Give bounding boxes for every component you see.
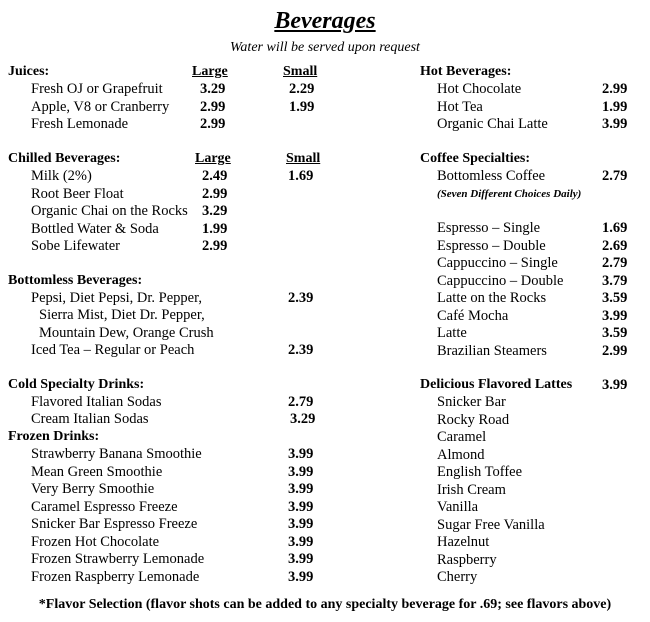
- coffee-item-name: Brazilian Steamers: [437, 342, 547, 359]
- hot-item-name: Organic Chai Latte: [437, 116, 548, 132]
- hot-item-name: Hot Chocolate: [437, 81, 522, 97]
- frozen-item-name: Snicker Bar Espresso Freeze: [31, 516, 198, 532]
- coffee-header: Coffee Specialties:: [420, 151, 531, 166]
- juices-col-small: Small: [283, 64, 318, 79]
- coffee-item-price: 3.79: [602, 272, 628, 289]
- cold-item-price: 2.79: [288, 394, 314, 410]
- lattes-header: Delicious Flavored Lattes: [420, 377, 573, 392]
- cold-item-price: 3.29: [290, 411, 316, 427]
- coffee-item-name: Latte on the Rocks: [437, 290, 547, 306]
- coffee-item-name: Cappuccino – Double: [437, 272, 564, 289]
- latte-flavor: Caramel: [437, 429, 487, 445]
- coffee-item-price: 3.59: [602, 290, 628, 306]
- juice-item-large-price: 2.99: [200, 116, 226, 132]
- coffee-item-name: Latte: [437, 325, 467, 341]
- frozen-item-price: 3.99: [288, 463, 314, 480]
- coffee-item-name: Espresso – Single: [437, 220, 541, 236]
- bottomless-line-2: Sierra Mist, Diet Dr. Pepper,: [39, 307, 205, 323]
- footer-note: *Flavor Selection (flavor shots can be added to any specialty beverage for .69; see flavors above): [38, 597, 612, 612]
- hot-item-price: 3.99: [602, 116, 628, 132]
- frozen-item-price: 3.99: [288, 551, 314, 567]
- juice-item-large-price: 3.29: [200, 81, 226, 97]
- coffee-item-price: 2.99: [602, 342, 628, 359]
- chilled-item-name: Milk (2%): [31, 168, 92, 184]
- frozen-item-price: 3.99: [288, 516, 314, 532]
- chilled-item-large-price: 2.49: [202, 168, 228, 184]
- chilled-item-large-price: 3.29: [202, 203, 228, 219]
- hot-item-name: Hot Tea: [437, 98, 483, 115]
- latte-flavor: Almond: [437, 446, 485, 463]
- latte-flavor: Snicker Bar: [437, 394, 506, 410]
- juice-item-name: Apple, V8 or Cranberry: [31, 98, 170, 115]
- frozen-item-name: Frozen Strawberry Lemonade: [31, 551, 205, 567]
- frozen-item-name: Frozen Raspberry Lemonade: [31, 568, 200, 585]
- frozen-item-name: Mean Green Smoothie: [31, 463, 163, 480]
- coffee-item-price: 1.69: [602, 220, 628, 236]
- frozen-item-price: 3.99: [288, 568, 314, 585]
- juice-item-name: Fresh OJ or Grapefruit: [31, 81, 163, 97]
- frozen-item-name: Very Berry Smoothie: [31, 481, 155, 497]
- juice-item-small-price: 1.99: [289, 98, 315, 115]
- chilled-item-name: Bottled Water & Soda: [31, 220, 159, 237]
- juice-item-small-price: 2.29: [289, 81, 315, 97]
- juice-item-name: Fresh Lemonade: [31, 116, 129, 132]
- latte-flavor: Sugar Free Vanilla: [437, 516, 545, 533]
- cold-header: Cold Specialty Drinks:: [8, 377, 145, 392]
- latte-flavor: Vanilla: [437, 499, 479, 515]
- bottomless-line-3: Mountain Dew, Orange Crush: [39, 325, 214, 341]
- juices-header: Juices:: [8, 64, 50, 79]
- chilled-item-small-price: 1.69: [288, 168, 314, 184]
- latte-flavor: Irish Cream: [437, 481, 506, 498]
- bottomless-header: Bottomless Beverages:: [8, 273, 143, 288]
- latte-flavor: Hazelnut: [437, 534, 490, 550]
- frozen-item-price: 3.99: [288, 498, 314, 515]
- coffee-item-price: 2.79: [602, 255, 628, 271]
- bottomless-item-2: Iced Tea – Regular or Peach: [31, 342, 195, 358]
- hot-item-price: 1.99: [602, 98, 628, 115]
- latte-flavor: Raspberry: [437, 551, 497, 568]
- lattes-price: 3.99: [602, 377, 628, 393]
- frozen-item-price: 3.99: [288, 533, 314, 550]
- cold-item-name: Cream Italian Sodas: [31, 411, 149, 427]
- bottomless-price-2: 2.39: [288, 342, 314, 358]
- coffee-item-price: 3.59: [602, 325, 628, 341]
- latte-flavor: Rocky Road: [437, 411, 510, 428]
- chilled-header: Chilled Beverages:: [8, 151, 121, 166]
- chilled-item-large-price: 1.99: [202, 220, 228, 237]
- chilled-item-name: Organic Chai on the Rocks: [31, 203, 188, 219]
- cold-item-name: Flavored Italian Sodas: [31, 394, 162, 410]
- coffee-note: (Seven Different Choices Daily): [437, 188, 582, 200]
- frozen-item-name: Caramel Espresso Freeze: [31, 498, 178, 515]
- coffee-item-name: Espresso – Double: [437, 237, 546, 254]
- bottomless-price-1: 2.39: [288, 290, 314, 306]
- bottomless-line-1: Pepsi, Diet Pepsi, Dr. Pepper,: [31, 290, 202, 306]
- frozen-item-name: Frozen Hot Chocolate: [31, 533, 160, 550]
- chilled-item-large-price: 2.99: [202, 238, 228, 254]
- juices-col-large: Large: [192, 64, 228, 79]
- coffee-item-price: 2.69: [602, 237, 628, 254]
- chilled-item-name: Sobe Lifewater: [31, 238, 120, 254]
- page-subtitle: Water will be served upon request: [230, 40, 420, 55]
- coffee-item-price: 3.99: [602, 307, 628, 324]
- frozen-item-name: Strawberry Banana Smoothie: [31, 446, 202, 462]
- coffee-item-name: Cappuccino – Single: [437, 255, 558, 271]
- coffee-item-name: Café Mocha: [437, 307, 509, 324]
- chilled-col-large: Large: [195, 151, 231, 166]
- frozen-item-price: 3.99: [288, 481, 314, 497]
- frozen-header: Frozen Drinks:: [8, 429, 100, 444]
- coffee-bottomless-name: Bottomless Coffee: [437, 168, 546, 184]
- page-title: Beverages: [274, 8, 376, 34]
- chilled-item-name: Root Beer Float: [31, 185, 124, 202]
- juice-item-large-price: 2.99: [200, 98, 226, 115]
- coffee-bottomless-price: 2.79: [602, 168, 628, 184]
- chilled-col-small: Small: [286, 151, 321, 166]
- latte-flavor: English Toffee: [437, 464, 523, 480]
- chilled-item-large-price: 2.99: [202, 185, 228, 202]
- latte-flavor: Cherry: [437, 569, 478, 585]
- hot-item-price: 2.99: [602, 81, 628, 97]
- frozen-item-price: 3.99: [288, 446, 314, 462]
- hot-header: Hot Beverages:: [420, 64, 512, 79]
